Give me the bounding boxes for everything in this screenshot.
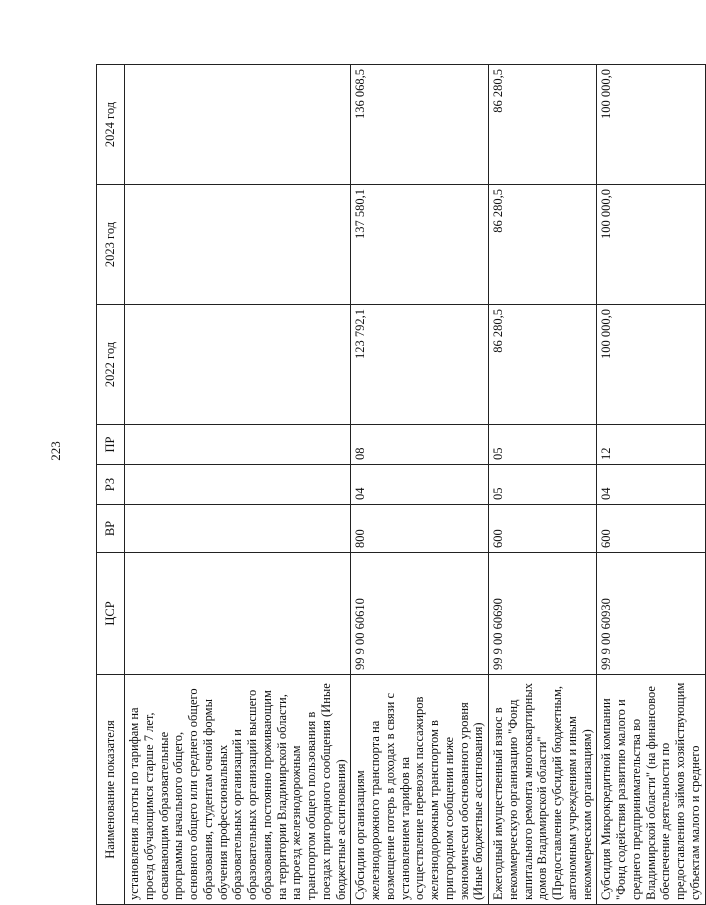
header-2023: 2023 год	[97, 185, 125, 305]
cell-name: Субсидии организациям железнодорожного транспорта на возмещение потерь в доходах в связи с установлением тарифов на осуществление перевозок пассажиров железнодорожным транспортом в пригородном сообщении ниже экономически обоснованного уровня (Иные бюджетные ассигнования)	[351, 675, 489, 905]
table-header-row	[97, 65, 125, 905]
header-csr: ЦСР	[97, 553, 125, 675]
cell-vr: 600	[489, 505, 597, 553]
page-number: 223	[48, 441, 63, 461]
cell-name: Субсидия Микрокредитной компании "Фонд содействия развитию малого и среднего предпринимательства во Владимирской области" (на финансовое обеспечение деятельности по предоставлению займов хозяйствующим субъектам малого и среднего	[597, 675, 705, 905]
cell-csr: 99 9 00 60930	[597, 553, 705, 675]
header-2024: 2024 год	[97, 65, 125, 185]
cell-vr	[125, 505, 351, 553]
cell-2024	[125, 65, 351, 185]
cell-2022	[125, 305, 351, 425]
cell-rz: 04	[351, 465, 489, 505]
cell-pr: 12	[597, 425, 705, 465]
cell-csr: 99 9 00 60690	[489, 553, 597, 675]
header-2022: 2022 год	[97, 305, 125, 425]
cell-vr: 800	[351, 505, 489, 553]
cell-name: Ежегодный имущественный взнос в некоммерческую организацию "Фонд капитального ремонта многоквартирных домов Владимирской области" (Предоставление субсидий бюджетным, автономным учреждениям и иным некоммерческим организациям)	[489, 675, 597, 905]
cell-rz: 04	[597, 465, 705, 505]
cell-2023: 137 580,1	[351, 185, 489, 305]
cell-2023	[125, 185, 351, 305]
cell-pr: 08	[351, 425, 489, 465]
cell-pr	[125, 425, 351, 465]
cell-rz: 05	[489, 465, 597, 505]
cell-csr	[125, 553, 351, 675]
cell-2022: 100 000,0	[597, 305, 705, 425]
header-rz: РЗ	[97, 465, 125, 505]
cell-csr: 99 9 00 60610	[351, 553, 489, 675]
table-row	[489, 65, 597, 905]
table-row	[597, 65, 705, 905]
cell-2024: 136 068,5	[351, 65, 489, 185]
budget-table	[96, 64, 706, 905]
cell-2022: 123 792,1	[351, 305, 489, 425]
cell-2024: 100 000,0	[597, 65, 705, 185]
cell-name: установления льготы по тарифам на проезд обучающимся старше 7 лет, осваивающим образовательные программы начального общего, основного общего или среднего общего образования, студентам очной формы обучения профессиональных образовательных организаций и образовательных организаций высшего образования, постоянно проживающим на территории Владимирской области, на проезд железнодорожным транспортом общего пользования в поездах пригородного сообщения (Иные бюджетные ассигнования)	[125, 675, 351, 905]
rotated-table-container	[96, 65, 702, 905]
table-row	[351, 65, 489, 905]
cell-2024: 86 280,5	[489, 65, 597, 185]
cell-2023: 100 000,0	[597, 185, 705, 305]
table-row	[125, 65, 351, 905]
cell-2023: 86 280,5	[489, 185, 597, 305]
header-name: Наименование показателя	[97, 675, 125, 905]
header-vr: ВР	[97, 505, 125, 553]
header-pr: ПР	[97, 425, 125, 465]
cell-rz	[125, 465, 351, 505]
cell-vr: 600	[597, 505, 705, 553]
cell-2022: 86 280,5	[489, 305, 597, 425]
cell-pr: 05	[489, 425, 597, 465]
